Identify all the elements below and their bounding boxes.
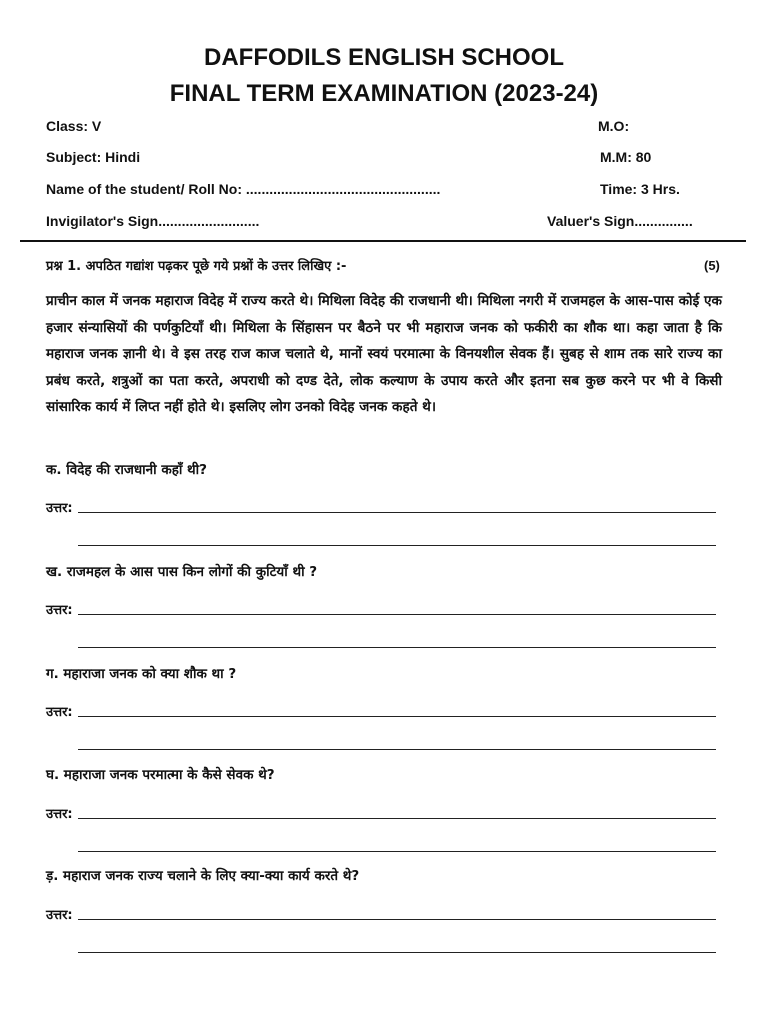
answer-line[interactable] [78,716,716,717]
unseen-passage: प्राचीन काल में जनक महाराज विदेह में राज्य करते थे। मिथिला विदेह की राजधानी थी। मिथिला नगरी में राजमहल के आस-पास कोई एक हजार संन्यासियों की पर्णकुटियाँ थी। मिथिला के सिंहासन पर बैठने पर भी महाराज जनक को फकीरी का शौक था। कहा जाता है कि महाराज जनक ज्ञानी थे। वे इस तरह राज काज चलाते थे, मानों स्वयं परमात्मा के विनयशील सेवक हैं। सुबह से शाम तक सारे राज्य का प्रबंध करते, शत्रुओं का पता करते, अपराधी को दण्ड देते, लोक कल्याण के उपाय करते और इतना सब कुछ करने पर भी वे किसी सांसारिक कार्य में लिप्त नहीं होते थे। इसलिए लोग उनको विदेह जनक कहते थे। [46,293,722,416]
school-name: DAFFODILS ENGLISH SCHOOL [204,44,564,71]
header-divider [20,240,746,242]
question-da: ड़. महाराज जनक राज्य चलाने के लिए क्या-क्या कार्य करते थे? [46,868,360,884]
invigilator-sign-field: Invigilator's Sign.......................... [46,213,260,229]
mo-label: M.O: [598,118,630,134]
answer-label: उत्तर: [46,603,73,618]
exam-title: FINAL TERM EXAMINATION (2023-24) [169,80,599,107]
section-marks: (5) [704,258,720,273]
answer-label: उत्तर: [46,807,73,822]
question-kha: ख. राजमहल के आस पास किन लोगों की कुटियाँ थी ? [46,564,318,580]
max-marks-label: M.M: 80 [600,149,652,165]
answer-line[interactable] [78,614,716,615]
answer-line[interactable] [78,749,716,750]
subject-label: Subject: Hindi [46,149,141,165]
answer-line[interactable] [78,952,716,953]
answer-label: उत्तर: [46,908,73,923]
answer-line[interactable] [78,512,716,513]
class-label: Class: V [46,118,102,134]
answer-line[interactable] [78,851,716,852]
question-gha: घ. महाराजा जनक परमात्मा के कैसे सेवक थे? [46,767,275,783]
question-ka: क. विदेह की राजधानी कहाँ थी? [46,462,208,478]
answer-label: उत्तर: [46,705,73,720]
time-label: Time: 3 Hrs. [600,181,680,197]
student-name-field: Name of the student/ Roll No: .................................................. [46,181,441,197]
answer-line[interactable] [78,919,716,920]
answer-line[interactable] [78,647,716,648]
section-heading: प्रश्न 1. अपठित गद्यांश पढ़कर पूछे गये प्रश्नों के उत्तर लिखिए :- [46,259,347,274]
question-ga: ग. महाराजा जनक को क्या शौक था ? [46,666,237,682]
answer-line[interactable] [78,818,716,819]
answer-label: उत्तर: [46,501,73,516]
answer-line[interactable] [78,545,716,546]
valuer-sign-field: Valuer's Sign............... [547,213,693,229]
